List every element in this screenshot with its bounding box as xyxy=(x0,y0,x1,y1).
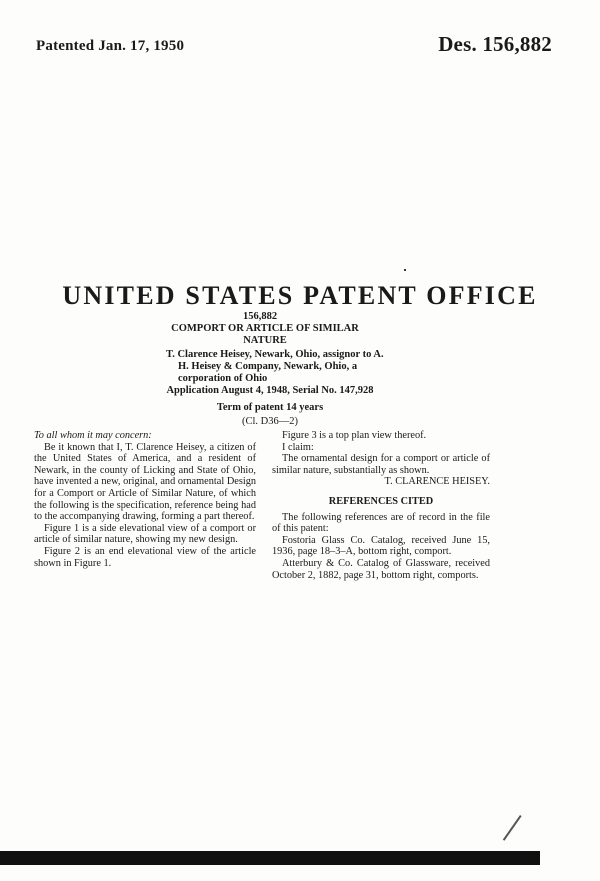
inventor-signature: T. CLARENCE HEISEY. xyxy=(384,476,490,488)
claim-heading: I claim: xyxy=(282,441,314,453)
design-number-header: Des. 156,882 xyxy=(438,32,552,56)
inventor-assignment: T. Clarence Heisey, Newark, Ohio, assignor to A. H. Heisey & Company, Newark, Ohio, a corporation of Ohio xyxy=(166,349,384,384)
reference-item: Fostoria Glass Co. Catalog, received June 15, 1936, page 18–3–A, bottom right, comport. xyxy=(272,534,490,558)
patent-title: COMPORT OR ARTICLE OF SIMILAR NATURE xyxy=(171,323,359,346)
body-paragraph: Be it known that I, T. Clarence Heisey, a citizen of the United States of America, and a resident of Newark, in the county of Licking and State of Ohio, have invented a new, original, and ornamental Design for a Comport or Article of Similar Nature, of which the following is the specification, reference being had to the accompanying drawing, forming a part thereof. xyxy=(34,441,256,523)
references-intro: The following references are of record in the file of this patent: xyxy=(272,511,490,535)
speck-mark xyxy=(404,269,406,271)
left-text-column xyxy=(34,430,256,569)
patent-office-heading: UNITED STATES PATENT OFFICE xyxy=(62,281,538,310)
scan-mark xyxy=(503,815,522,841)
patent-term: Term of patent 14 years xyxy=(216,402,324,413)
right-text-column xyxy=(272,430,490,581)
body-paragraph: Figure 3 is a top plan view thereof. xyxy=(282,430,427,441)
reference-item: Atterbury & Co. Catalog of Glassware, received October 2, 1882, page 31, bottom right, comports. xyxy=(272,557,490,581)
references-heading: REFERENCES CITED xyxy=(328,495,434,507)
body-paragraph: Figure 2 is an end elevational view of the article shown in Figure 1. xyxy=(34,545,256,569)
application-info: Application August 4, 1948, Serial No. 147,928 xyxy=(166,385,374,396)
salutation: To all whom it may concern: xyxy=(34,430,152,441)
patent-number: 156,882 xyxy=(242,311,278,322)
patent-date-header: Patented Jan. 17, 1950 xyxy=(36,38,185,54)
classification: (Cl. D36—2) xyxy=(242,416,298,427)
claim-text: The ornamental design for a comport or article of similar nature, substantially as shown. xyxy=(272,453,490,476)
body-paragraph: Figure 1 is a side elevational view of a comport or article of similar nature, showing my new design. xyxy=(34,522,256,546)
scan-border-bar xyxy=(0,851,540,865)
